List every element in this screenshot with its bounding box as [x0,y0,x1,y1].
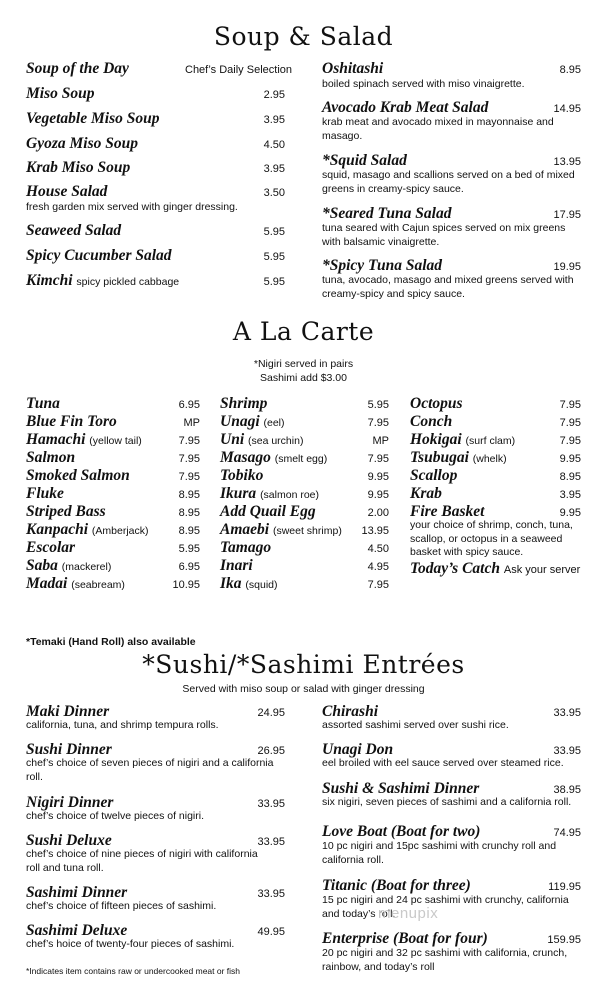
menu-item-price: 7.95 [178,435,200,447]
menu-item-price: 8.95 [559,471,581,483]
menu-item-price: 9.95 [367,489,389,501]
menu-item-name: Oshitashi [322,60,384,77]
menu-item-price: 24.95 [257,707,285,719]
menu-item-name: Soup of the Day [26,60,129,77]
menu-item-price: 5.95 [263,251,285,263]
menu-item-note: (mackerel) [61,561,112,573]
menu-item-price: 2.00 [367,507,389,519]
menu-item-name: Striped Bass [26,503,106,520]
menu-item-name: Uni (sea urchin) [220,431,304,448]
menu-item-description: chef’s hoice of twenty-four pieces of sashimi. [26,938,235,950]
soup-salad-title: Soup & Salad [213,22,394,51]
menu-item-name: Conch [410,413,453,430]
menu-item-description: 15 pc nigiri and 24 pc sashimi with crunchy, california and today’s roll. [322,894,569,920]
menu-item-name: Ika (squid) [220,575,278,592]
menu-item-name: Miso Soup [26,85,95,102]
a-la-carte-title: A La Carte [232,317,375,346]
menu-item-price: MP [183,417,200,429]
menu-item-name: Hamachi (yellow tail) [26,431,142,448]
menu-item-note: spicy pickled cabbage [76,276,180,288]
menu-item-price: 7.95 [559,399,581,411]
menu-item-name: Escolar [26,539,76,556]
menu-item-name: Octopus [410,395,463,412]
menu-item-name: Sushi Dinner [26,741,112,758]
menu-item-description: chef’s choice of twelve pieces of nigiri. [26,810,205,822]
menu-item-name: Fire Basket [410,503,485,520]
menu-item-price: 7.95 [559,435,581,447]
menu-item-price: 3.95 [559,489,581,501]
menu-item-description: california, tuna, and shrimp tempura rolls. [26,719,219,731]
menu-item-price: 10.95 [172,579,200,591]
menu-item-description: fresh garden mix served with ginger dressing. [26,201,238,213]
menu-item-name: Tuna [26,395,60,412]
menu-item-price: 13.95 [361,525,389,537]
menu-item-price: 4.50 [367,543,389,555]
menu-item-description: 20 pc nigiri and 32 pc sashimi with california, crunch, rainbow, and today’s roll [322,947,568,973]
menu-item-name: Krab [410,485,442,502]
menu-item-note: (Amberjack) [91,525,149,537]
menu-item-note: (sea urchin) [248,435,304,447]
menu-item-price: 19.95 [553,261,581,273]
menu-item-name: Maki Dinner [26,703,110,720]
menu-item-price: MP [372,435,389,447]
sashimi-note: Sashimi add $3.00 [260,372,347,384]
menu-item-name: Gyoza Miso Soup [26,135,138,152]
menu-item-note: (salmon roe) [260,489,319,501]
menu-item-name: Amaebi (sweet shrimp) [220,521,342,538]
menu-item-note: Ask your server [503,564,581,576]
menu-item-price: 5.95 [263,226,285,238]
menu-item-name: Titanic (Boat for three) [322,877,471,894]
nigiri-note: *Nigiri served in pairs [253,358,354,370]
menu-item-price: 9.95 [559,453,581,465]
menu-item-price: 26.95 [257,745,285,757]
menu-item-name: Shrimp [220,395,268,412]
menu-item-name: Enterprise (Boat for four) [322,930,488,947]
menu-item-name: Krab Miso Soup [26,159,131,176]
menu-item-description: krab meat and avocado mixed in mayonnaise and masago. [322,116,554,142]
menu-item-name: Saba (mackerel) [26,557,112,574]
menu-item-description: boiled spinach served with miso vinaigrette. [322,78,525,90]
menu-item-name: Tobiko [220,467,264,484]
menu-item-note: (seabream) [71,579,125,591]
menu-item-price: 6.95 [178,399,200,411]
menu-item-name: *Spicy Tuna Salad [322,257,442,274]
menu-item-note: (squid) [245,579,278,591]
menu-item-price: 2.95 [263,89,285,101]
menu-item-note: (sweet shrimp) [272,525,342,537]
menu-item-price: 4.95 [367,561,389,573]
menu-item-name: Avocado Krab Meat Salad [322,99,489,116]
menu-item-name: Tamago [220,539,272,556]
menu-item-price: 8.95 [178,507,200,519]
menu-item-name: Fluke [26,485,64,502]
menu-item-description: 10 pc nigiri and 15pc sashimi with crunchy roll and california roll. [322,840,557,866]
menu-item-description: chef’s choice of nine pieces of nigiri with california roll and tuna roll. [26,848,258,874]
menu-item-price: 7.95 [367,417,389,429]
menu-item-name: Smoked Salmon [26,467,130,484]
menu-item-name: Tsubugai (whelk) [410,449,507,466]
menu-item-price: 9.95 [559,507,581,519]
menu-item-price: 33.95 [257,798,285,810]
menu-item-description: tuna, avocado, masago and mixed greens served with creamy-spicy and spicy sauce. [322,274,574,300]
menu-item-name: Today’s Catch Ask your server [410,560,581,577]
menu-item-price: 8.95 [559,64,581,76]
menu-item-name: Madai (seabream) [26,575,125,592]
menu-item-price: 5.95 [263,276,285,288]
menu-item-note: (eel) [263,417,285,429]
menu-item-price: 3.95 [263,114,285,126]
menu-item-note: (yellow tail) [89,435,142,447]
menu-item-description: squid, masago and scallions served on a bed of mixed greens in creamy-spicy sauce. [322,169,575,195]
menu-item-name: Sashimi Dinner [26,884,128,901]
menu-item-name: Blue Fin Toro [26,413,117,430]
menu-item-note: (smelt egg) [274,453,328,465]
menu-item-name: Vegetable Miso Soup [26,110,160,127]
menu-item-description: tuna seared with Cajun spices served on mix greens with balsamic vinaigrette. [322,222,566,248]
menu-item-price: 3.95 [263,163,285,175]
menu-item-description: assorted sashimi served over sushi rice. [322,719,509,731]
menu-item-description: six nigiri, seven pieces of sashimi and a california roll. [322,796,572,808]
menu-item-name: Sushi Deluxe [26,832,112,849]
entrees-subtitle: Served with miso soup or salad with ginger dressing [182,683,425,695]
menu-item-name: Inari [220,557,253,574]
menu-item-price: 14.95 [553,103,581,115]
menu-item-price: 3.50 [263,187,285,199]
menu-item-price: 8.95 [178,489,200,501]
menu-item-note: (surf clam) [465,435,516,447]
raw-food-footnote: *Indicates item contains raw or undercooked meat or fish [26,966,241,976]
menu-item-description: your choice of shrimp, conch, tuna, scallop, or octopus in a seaweed basket with spicy sauce. [410,519,573,558]
menu-item-name: Add Quail Egg [220,503,316,520]
menu-item-name: Sashimi Deluxe [26,922,128,939]
menu-item-description: chef’s choice of fifteen pieces of sashimi. [26,900,217,912]
menu-item-price: 74.95 [553,827,581,839]
menu-item-price: 9.95 [367,471,389,483]
menu-item-name: Sushi & Sashimi Dinner [322,780,480,797]
menu-item-description: eel broiled with eel sauce served over steamed rice. [322,757,564,769]
menu-item-price: 119.95 [548,881,581,893]
menu-item-name: *Seared Tuna Salad [322,205,452,222]
menu-item-price: 13.95 [553,156,581,168]
menu-item-price: 7.95 [367,453,389,465]
menu-item-name: Seaweed Salad [26,222,122,239]
menu-item-price: 7.95 [367,579,389,591]
entrees-title: *Sushi/*Sashimi Entrées [142,650,465,679]
menu-item-name: Spicy Cucumber Salad [26,247,172,264]
menu-item-price: 33.95 [257,888,285,900]
menu-item-name: Kanpachi (Amberjack) [26,521,149,538]
menu-item-price: 7.95 [178,453,200,465]
menu-item-name: Salmon [26,449,76,466]
menu-item-price: 33.95 [553,745,581,757]
menu-item-name: Unagi (eel) [220,413,285,430]
menu-item-price: 8.95 [178,525,200,537]
menu-item-note: (whelk) [472,453,507,465]
menu-item-price: 5.95 [178,543,200,555]
menu-item-name: Kimchi spicy pickled cabbage [26,272,180,289]
menu-item-price: 33.95 [257,836,285,848]
menu-item-name: Unagi Don [322,741,394,758]
menu-item-name: *Squid Salad [322,152,407,169]
menu-item-name: Hokigai (surf clam) [410,431,516,448]
menu-item-name: Ikura (salmon roe) [220,485,319,502]
menu-item-name: Masago (smelt egg) [220,449,328,466]
menu-item-price: 7.95 [559,417,581,429]
menu-item-price: 4.50 [263,139,285,151]
menu-item-price: 33.95 [553,707,581,719]
menu-item-price: 38.95 [553,784,581,796]
menu-item-price: 49.95 [257,926,285,938]
menu-item-price: 6.95 [178,561,200,573]
menu-item-price: 159.95 [547,934,581,946]
menu-item-price: 17.95 [553,209,581,221]
menu-item-price: 5.95 [367,399,389,411]
menu-item-name: Scallop [410,467,458,484]
menu-item-name: House Salad [26,183,108,200]
temaki-note: *Temaki (Hand Roll) also available [26,636,196,648]
menu-item-name: Love Boat (Boat for two) [322,823,481,840]
menu-item-name: Chirashi [322,703,379,720]
menu-item-description: chef’s choice of seven pieces of nigiri and a california roll. [26,757,274,783]
menu-item-price: 7.95 [178,471,200,483]
watermark: menupix [378,905,439,922]
menu-item-price: Chef’s Daily Selection [185,64,292,76]
menu-item-name: Nigiri Dinner [26,794,114,811]
